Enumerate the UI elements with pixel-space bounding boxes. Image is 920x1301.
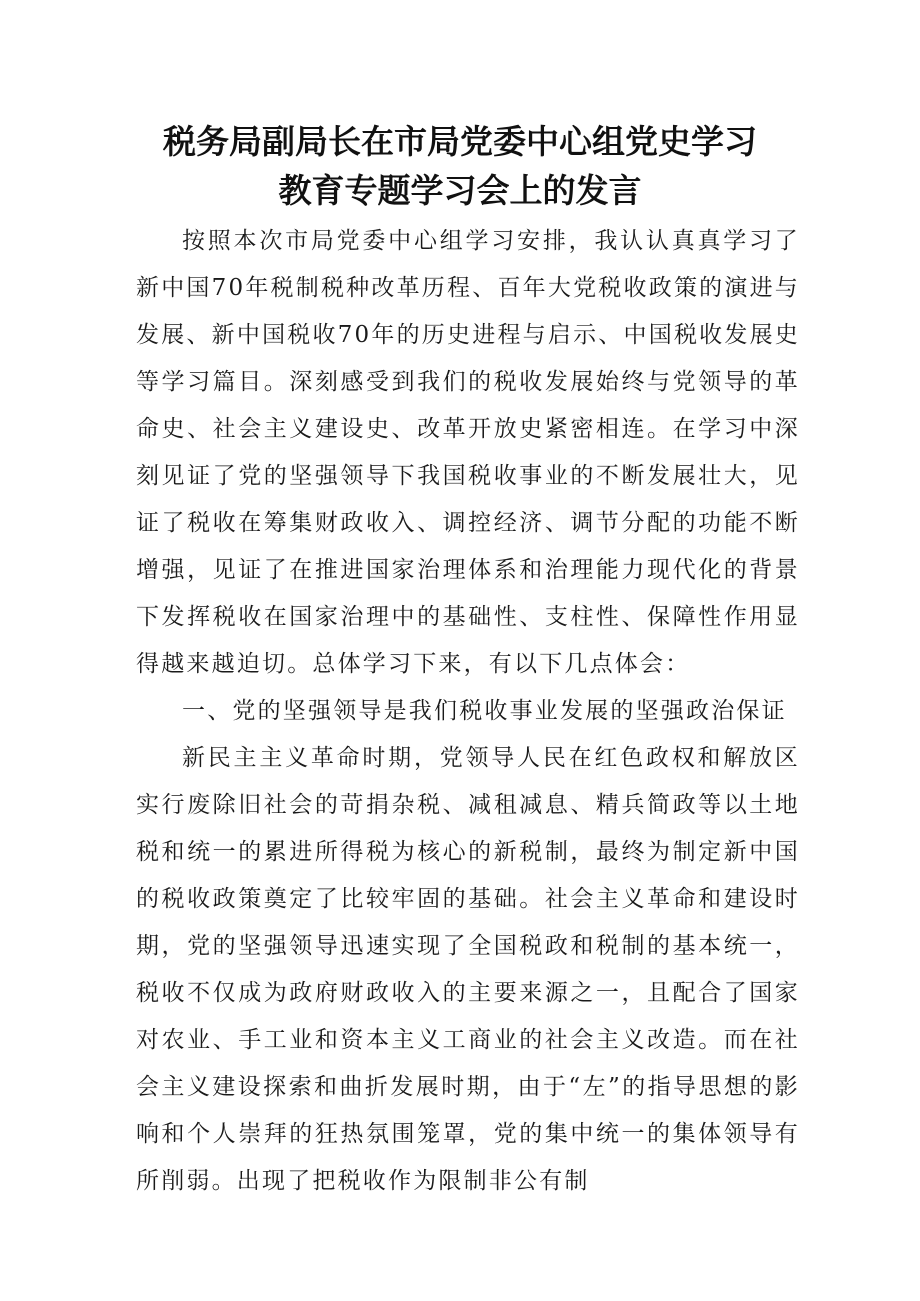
paragraph-intro: 按照本次市局党委中心组学习安排，我认认真真学习了新中国70年税制税种改革历程、百年大党税收政策的演进与发展、新中国税收70年的历史进程与启示、中国税收发展史等学习篇目。深刻感受到我们的税收发展始终与党领导的革命史、社会主义建设史、改革开放史紧密相连。在学习中深刻见证了党的坚强领导下我国税收事业的不断发展壮大，见证了税收在筹集财政收入、调控经济、调节分配的功能不断增强，见证了在推进国家治理体系和治理能力现代化的背景下发挥税收在国家治理中的基础性、支柱性、保障性作用显得越来越迫切。总体学习下来，有以下几点体会：	[136, 228, 800, 677]
document-title-line-2: 教育专题学习会上的发言	[278, 171, 642, 210]
document-title-line-1: 税务局副局长在市局党委中心组党史学习	[163, 122, 757, 161]
document-body	[136, 218, 800, 1205]
paragraph-history: 新民主主义革命时期，党领导人民在红色政权和解放区实行废除旧社会的苛捐杂税、减租减息、精兵简政等以土地税和统一的累进所得税为核心的新税制，最终为制定新中国的税收政策奠定了比较牢固的基础。社会主义革命和建设时期，党的坚强领导迅速实现了全国税政和税制的基本统一，税收不仅成为政府财政收入的主要来源之一，且配合了国家对农业、手工业和资本主义工商业的社会主义改造。而在社会主义建设探索和曲折发展时期，由于“左”的指导思想的影响和个人崇拜的狂热氛围笼罩，党的集中统一的集体领导有所削弱。出现了把税收作为限制非公有制	[136, 745, 800, 1194]
section-heading-1: 一、党的坚强领导是我们税收事业发展的坚强政治保证	[182, 698, 787, 724]
